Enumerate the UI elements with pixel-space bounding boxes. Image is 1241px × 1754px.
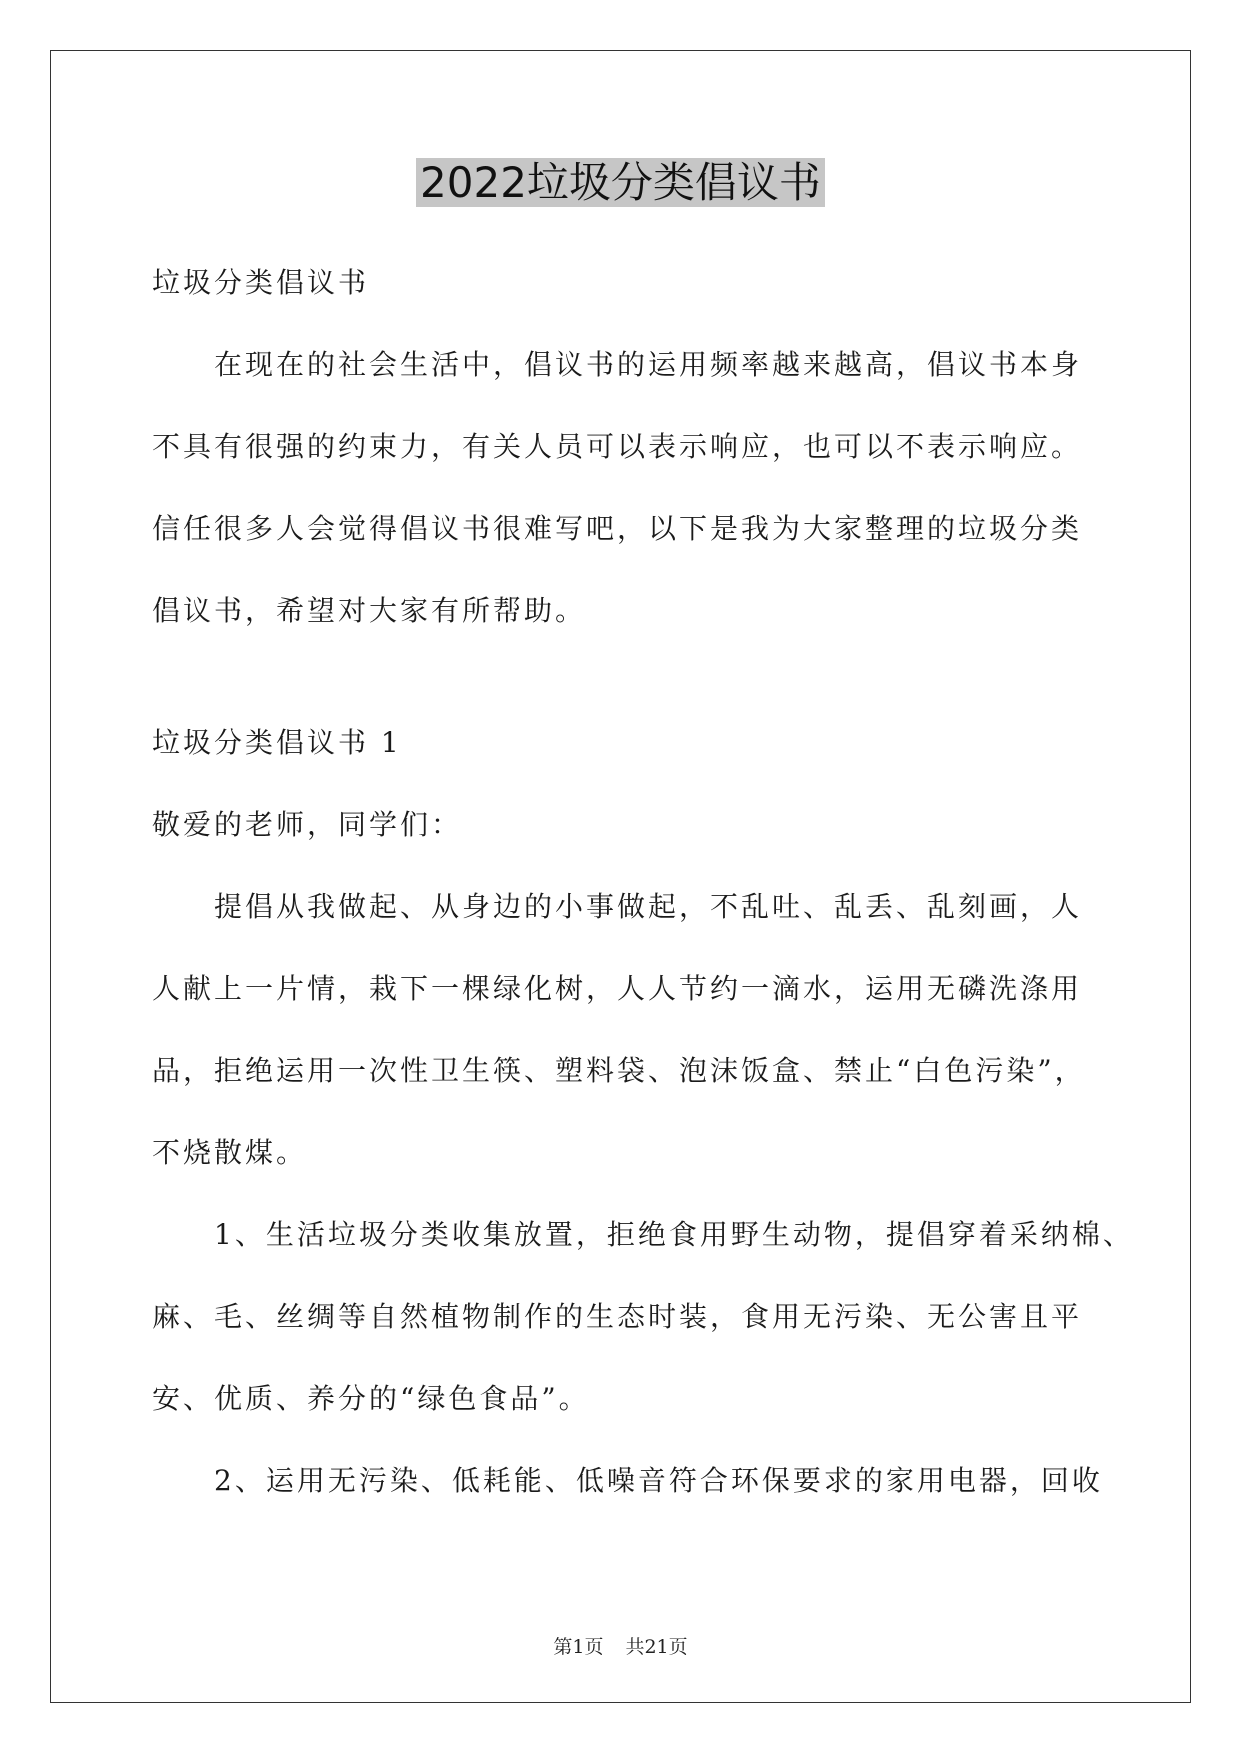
intro-line: 信任很多人会觉得倡议书很难写吧，以下是我为大家整理的垃圾分类	[152, 512, 1083, 545]
salutation: 敬爱的老师，同学们：	[152, 808, 463, 841]
paragraph-line: 安、优质、养分的“绿色食品”。	[152, 1382, 590, 1415]
paragraph-line: 品，拒绝运用一次性卫生筷、塑料袋、泡沫饭盒、禁止“白色污染”，	[152, 1054, 1086, 1087]
paragraph-line: 2、运用无污染、低耗能、低噪音符合环保要求的家用电器，回收	[214, 1464, 1103, 1497]
intro-line: 倡议书，希望对大家有所帮助。	[152, 594, 587, 627]
document-title	[0, 155, 1241, 211]
page-number: 第1页	[553, 1636, 604, 1658]
section-title: 垃圾分类倡议书 1	[152, 726, 402, 759]
paragraph-line: 提倡从我做起、从身边的小事做起，不乱吐、乱丢、乱刻画，人	[214, 890, 1083, 923]
page-footer	[0, 1632, 1241, 1659]
page-count: 共21页	[625, 1636, 688, 1658]
intro-line: 在现在的社会生活中，倡议书的运用频率越来越高，倡议书本身	[214, 348, 1083, 381]
document-body	[152, 242, 1134, 1522]
paragraph-line: 人献上一片情，栽下一棵绿化树，人人节约一滴水，运用无磷洗涤用	[152, 972, 1083, 1005]
intro-line: 不具有很强的约束力，有关人员可以表示响应，也可以不表示响应。	[152, 430, 1083, 463]
paragraph-line: 1、生活垃圾分类收集放置，拒绝食用野生动物，提倡穿着采纳棉、	[214, 1218, 1134, 1251]
paragraph-line: 不烧散煤。	[152, 1136, 308, 1169]
document-title-text: 2022垃圾分类倡议书	[416, 158, 825, 207]
paragraph-line: 麻、毛、丝绸等自然植物制作的生态时装，食用无污染、无公害且平	[152, 1300, 1083, 1333]
document-heading: 垃圾分类倡议书	[152, 266, 370, 299]
